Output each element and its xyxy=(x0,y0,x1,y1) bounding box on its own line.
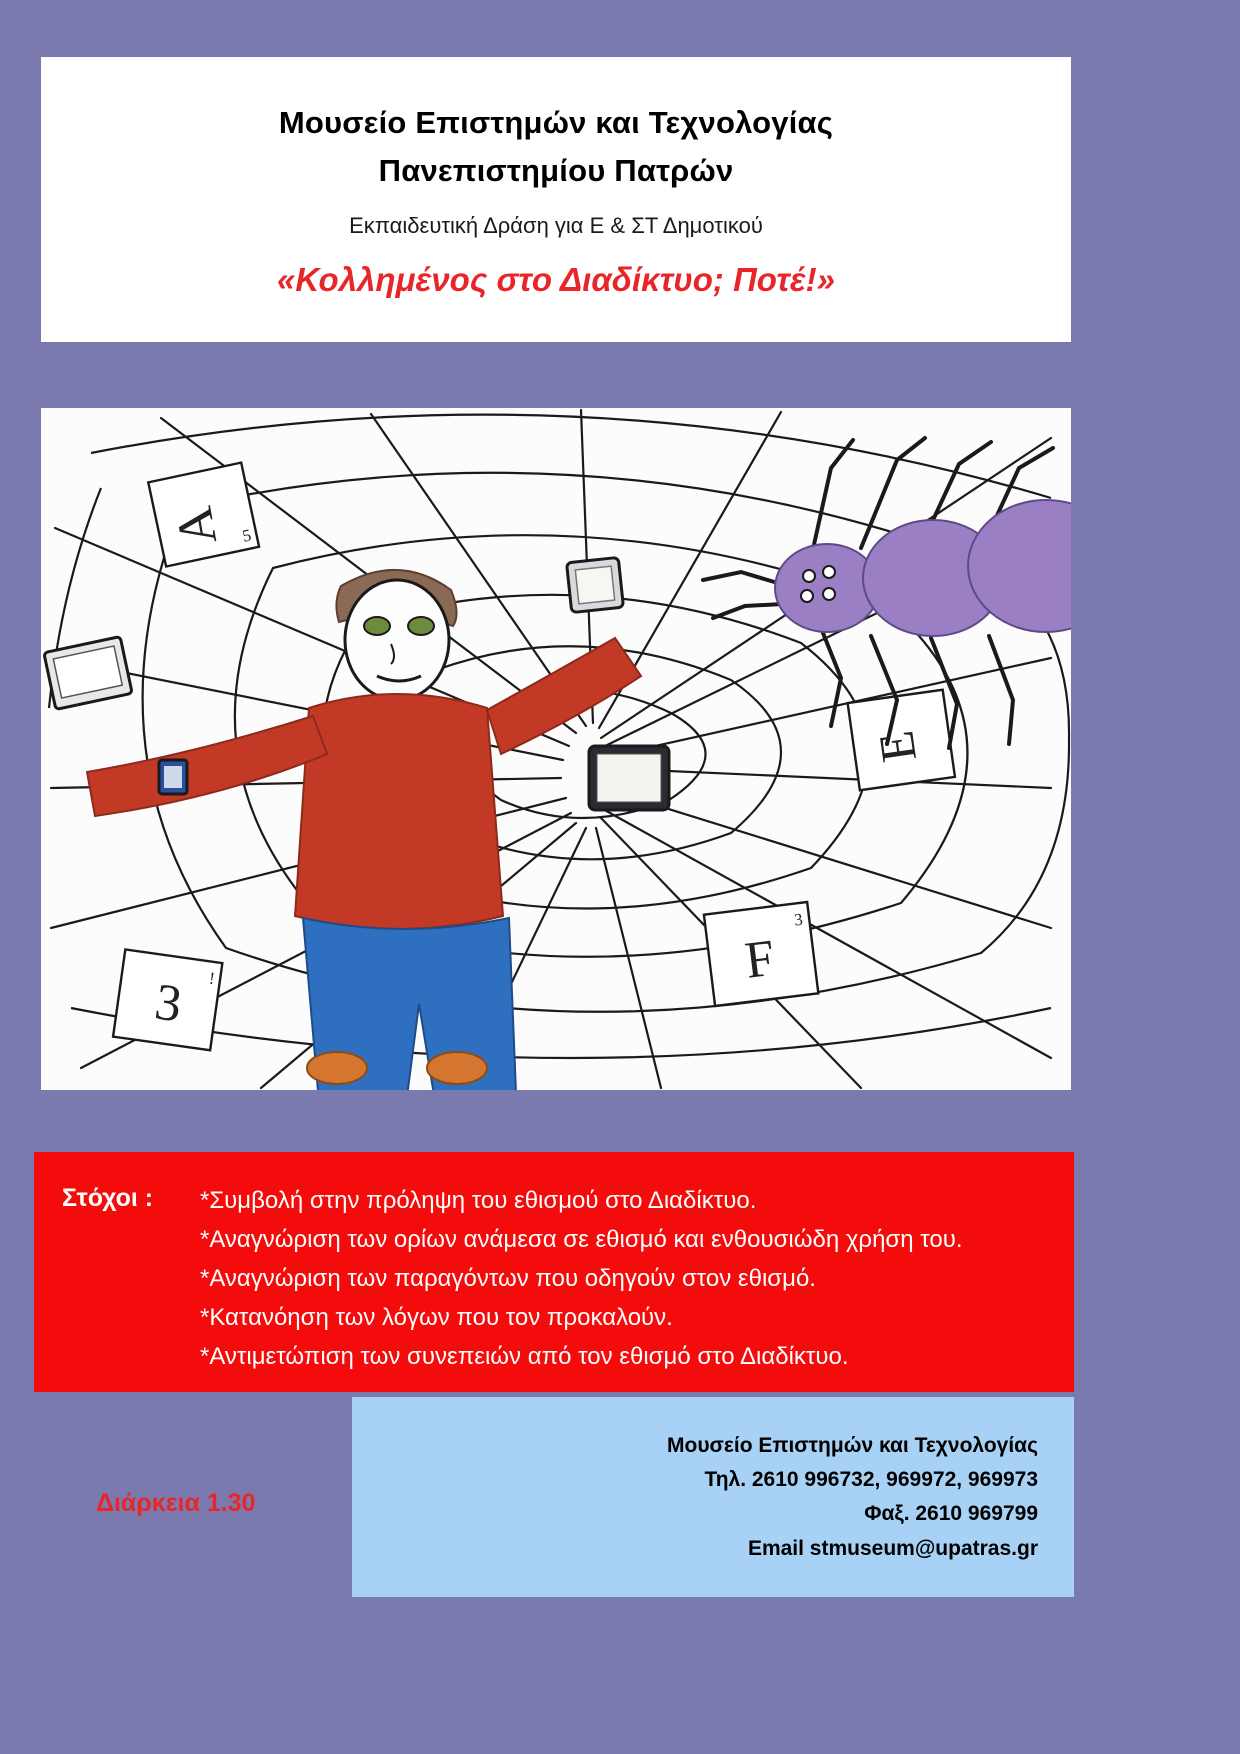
header-band xyxy=(41,57,1071,342)
goal-item: *Κατανόηση των λόγων που τον προκαλούν. xyxy=(200,1303,673,1331)
svg-text:F: F xyxy=(741,929,778,990)
svg-text:3: 3 xyxy=(793,909,804,930)
svg-text:3: 3 xyxy=(151,973,186,1034)
svg-text:E: E xyxy=(867,727,928,766)
footer-email: Email stmuseum@upatras.gr xyxy=(747,1536,1038,1560)
tablet-device-right xyxy=(589,746,669,810)
goals-box xyxy=(34,1152,1074,1392)
illustration-spider-web-drawing xyxy=(41,408,1071,1090)
goals-label: Στόχοι : xyxy=(62,1184,154,1212)
goal-item: *Αναγνώριση των παραγόντων που οδηγούν στον εθισμό. xyxy=(200,1264,816,1292)
page-subtitle: Εκπαιδευτική Δράση για Ε & ΣΤ Δημοτικού xyxy=(349,213,763,239)
goal-item: *Αντιμετώπιση των συνεπειών από τον εθισμό στο Διαδίκτυο. xyxy=(200,1342,849,1370)
svg-text:A: A xyxy=(165,502,229,550)
svg-text:5: 5 xyxy=(240,525,253,546)
page-slogan: «Κολλημένος στο Διαδίκτυο; Ποτέ!» xyxy=(277,261,835,299)
drawing-svg xyxy=(41,408,1071,1090)
phone-device xyxy=(159,760,187,794)
tablet-device-top xyxy=(567,557,624,612)
goal-item: *Αναγνώριση των ορίων ανάμεσα σε εθισμό και ενθουσιώδη χρήση του. xyxy=(200,1225,963,1253)
footer-organization: Μουσείο Επιστημών και Τεχνολογίας xyxy=(667,1434,1038,1457)
goal-item: *Συμβολή στην πρόληψη του εθισμού στο Διαδίκτυο. xyxy=(200,1187,757,1214)
svg-text:!: ! xyxy=(207,968,217,989)
goals-list xyxy=(200,1182,1046,1392)
page-title-line2: Πανεπιστημίου Πατρών xyxy=(378,153,734,189)
page-title-line1: Μουσείο Επιστημών και Τεχνολογίας xyxy=(278,105,834,140)
footer-phone: Τηλ. 2610 996732, 969972, 969973 xyxy=(704,1468,1038,1492)
footer-fax: Φαξ. 2610 969799 xyxy=(864,1502,1038,1526)
duration-label: Διάρκεια 1.30 xyxy=(96,1489,256,1517)
contact-footer xyxy=(352,1397,1074,1597)
